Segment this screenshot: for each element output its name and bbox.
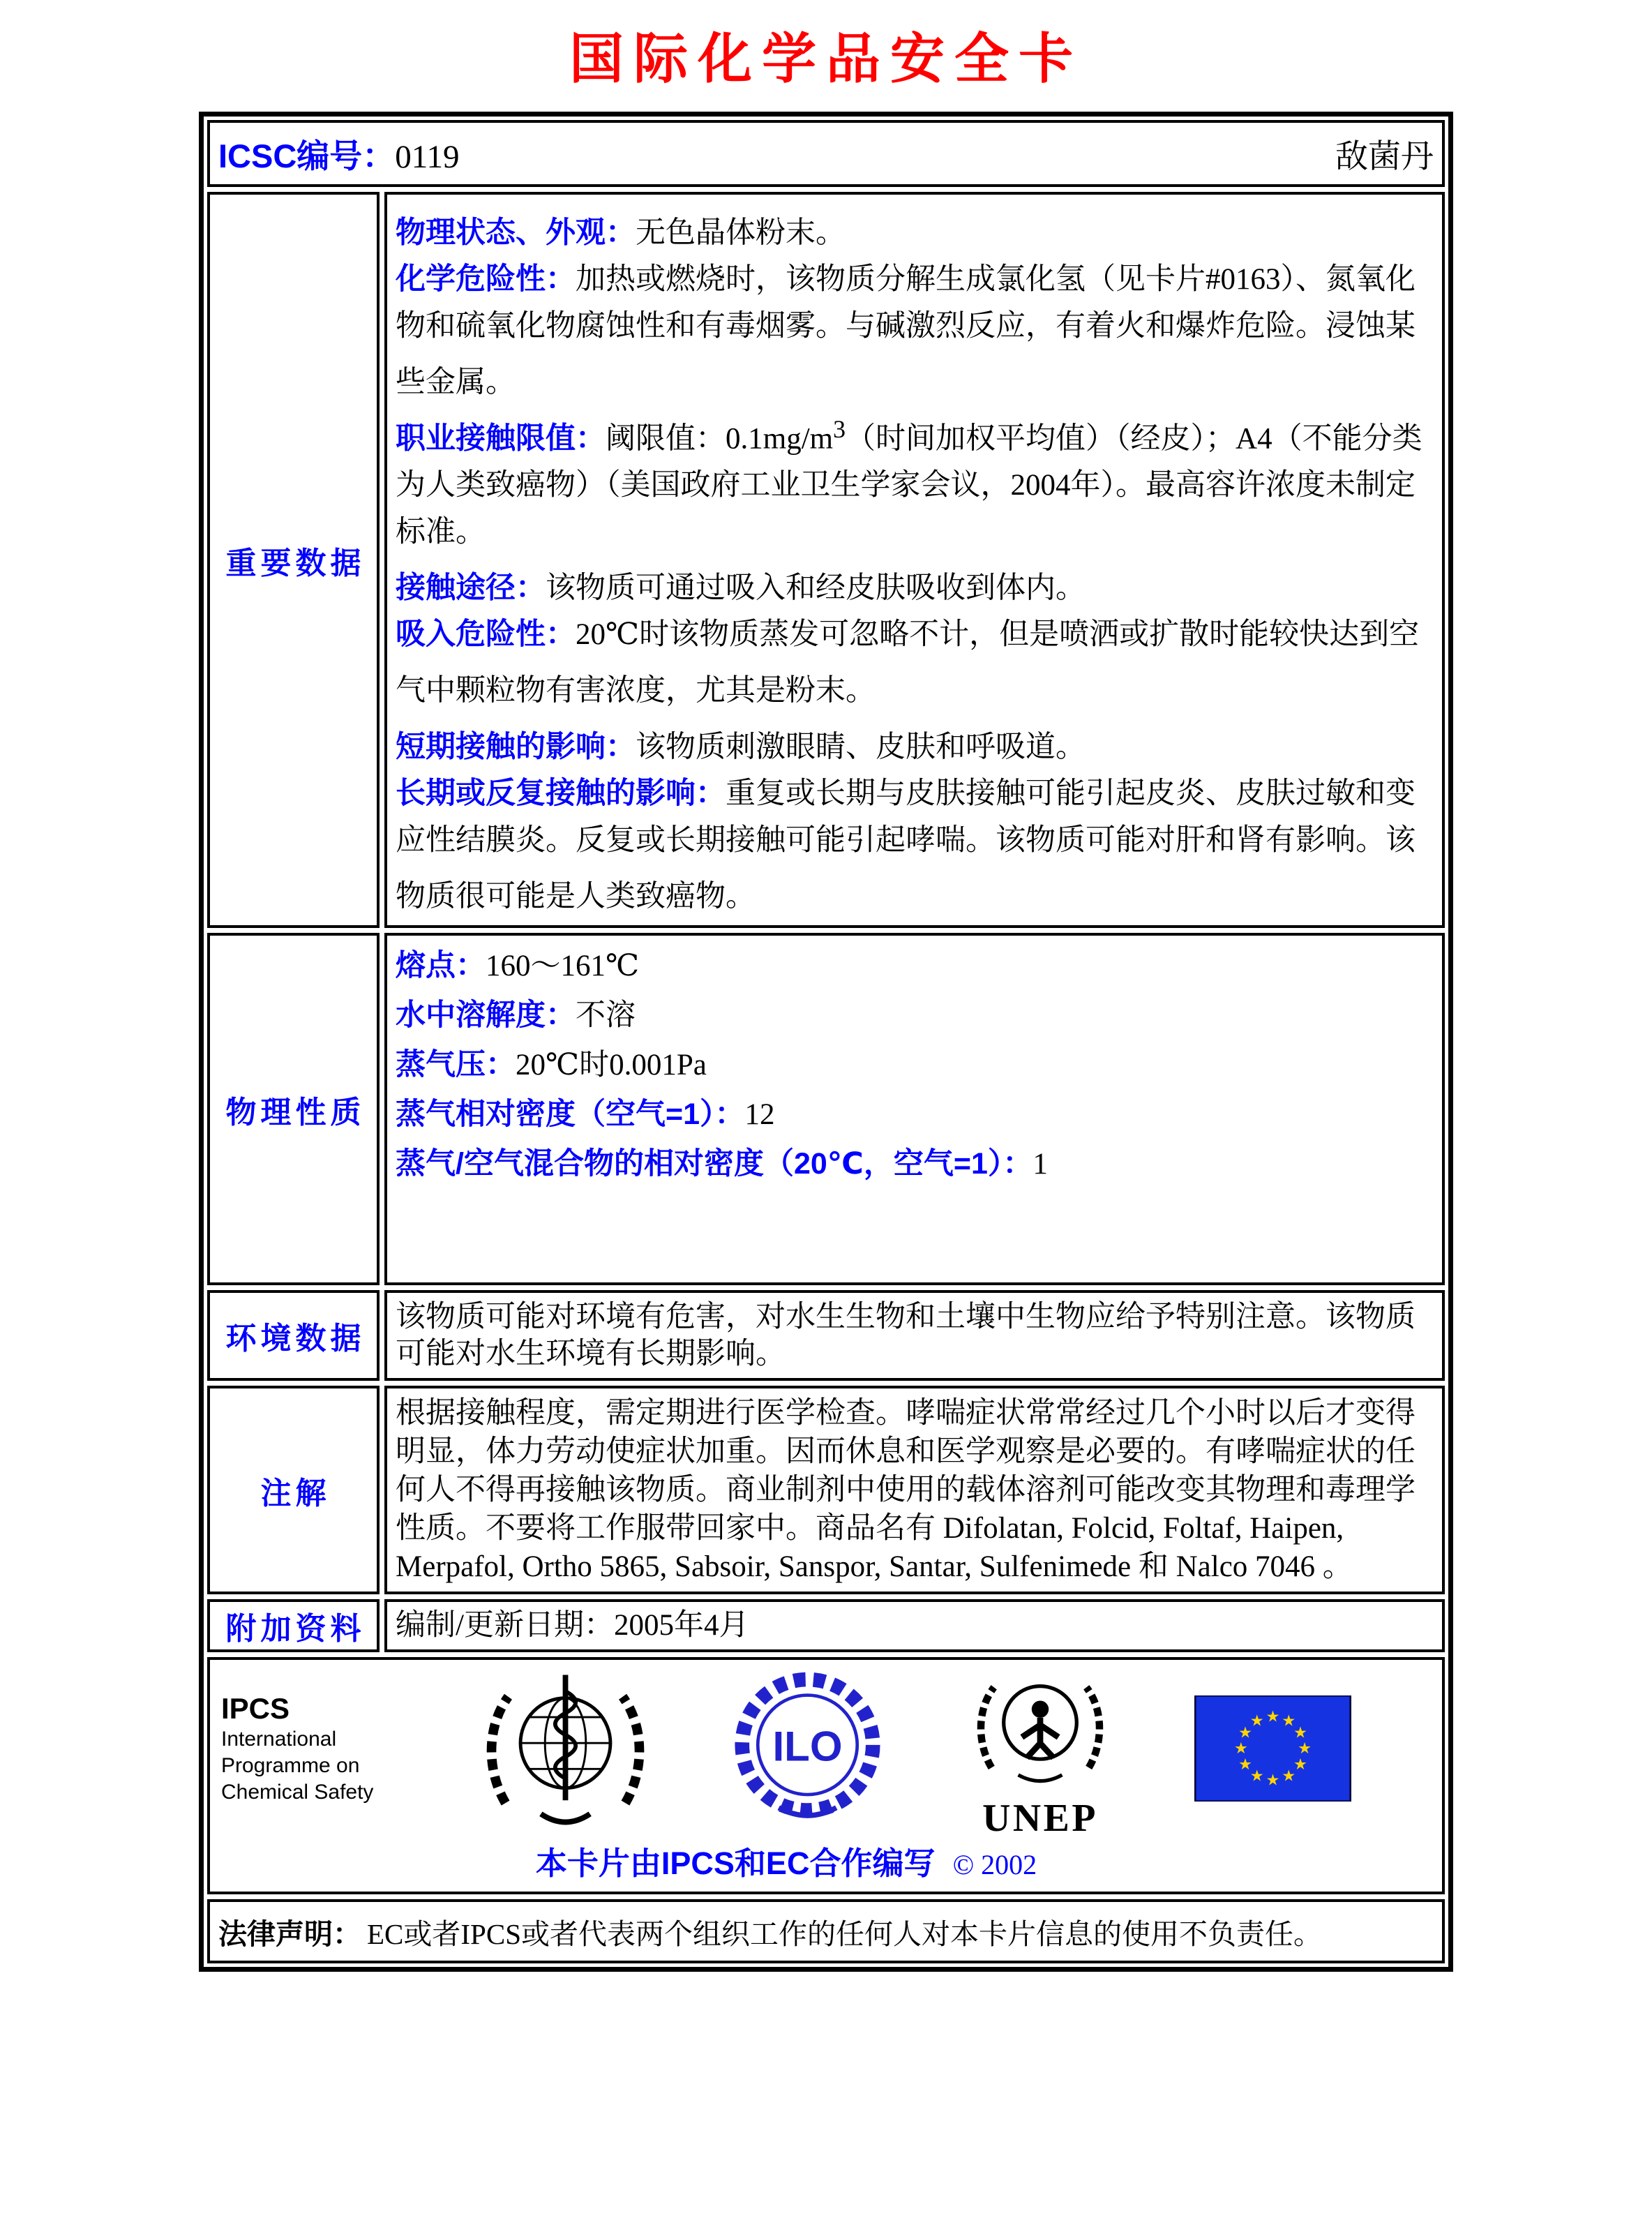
ilo-logo-icon [729, 1666, 886, 1830]
footer-copyright: © 2002 [952, 1849, 1037, 1881]
environmental-data-text: 该物质可能对环境有危害，对水生生物和土壤中生物应给予特别注意。该物质可能对水生环境有长期影响。 [396, 1301, 1416, 1371]
icsc-number [218, 130, 460, 177]
important-data-content [384, 192, 1445, 928]
who-logo-icon [483, 1661, 647, 1836]
legal-text: EC或者IPCS或者代表两个组织工作的任何人对本卡片信息的使用不负责任。 [367, 1917, 1322, 1950]
svg-text:★: ★ [1249, 1767, 1264, 1785]
important-item: 吸入危险性：20℃时该物质蒸发可忽略不计，但是喷洒或扩散时能较快达到空气中颗粒物有害浓度，尤其是粉末。 [396, 617, 1420, 707]
svg-text:★: ★ [1266, 1771, 1280, 1790]
row-label-environmental-data: 环境数据 [207, 1290, 380, 1381]
logos-cell [207, 1657, 1445, 1894]
section-row-notes [207, 1386, 1445, 1594]
legal-cell [207, 1899, 1445, 1963]
logo-strip [221, 1670, 1351, 1841]
notes-text: 根据接触程度，需定期进行医学检查。哮喘症状常常经过几个小时以后才变得明显，体力劳动使症状加重。因而休息和医学观察是必要的。有哮喘症状的任何人不得再接触该物质。商业制剂中使用的载体溶剂可能改变其物理和毒理学性质。不要将工作服带回家中。商品名有 Difolatan, Folcid, Foltaf, Haipen, Merpafol, Ortho 5865, Sabsoir, Sanspor, Santar, Sulfenimede 和 Nalco 7046 。 [396, 1397, 1416, 1584]
important-item: 化学危险性：加热或燃烧时，该物质分解生成氯化氢（见卡片#0163）、氮氧化物和硫氧化物腐蚀性和有毒烟雾。与碱激烈反应，有着火和爆炸危险。浸蚀某些金属。 [396, 262, 1416, 399]
svg-text:ILO: ILO [772, 1723, 842, 1770]
svg-text:★: ★ [1282, 1767, 1296, 1785]
physical-property: 蒸气压：20℃时0.001Pa [396, 1048, 707, 1082]
icsc-number-value: 0119 [395, 138, 460, 175]
unep-logo-icon [967, 1656, 1113, 1841]
physical-property: 水中溶解度：不溶 [396, 998, 636, 1033]
svg-text:★: ★ [1282, 1712, 1296, 1730]
physical-property: 熔点：160～161℃ [396, 949, 640, 983]
icsc-card-table [199, 112, 1453, 1972]
row-label-additional-information: 附加资料 [207, 1599, 380, 1652]
ipcs-text-block: IPCS International Programme on Chemical Safety [221, 1691, 403, 1806]
svg-text:UNEP: UNEP [982, 1797, 1098, 1841]
svg-text:★: ★ [1238, 1723, 1252, 1742]
chemical-name: 敌菌丹 [1335, 138, 1434, 175]
section-row-important-data [207, 192, 1445, 928]
important-item: 职业接触限值：阈限值：$0.1mg/m^3$（时间加权平均值）（经皮）；A4（不能分类为人类致癌物）（美国政府工业卫生学家会议，2004年）。最高容许浓度未制定标准。 [396, 414, 1422, 548]
header-row [207, 120, 1445, 187]
svg-text:★: ★ [1266, 1707, 1280, 1726]
logos-row [207, 1657, 1445, 1894]
important-item: 长期或反复接触的影响：重复或长期与皮肤接触可能引起皮炎、皮肤过敏和变应性结膜炎。反复或长期接触可能引起哮喘。该物质可能对肝和肾有影响。该物质很可能是人类致癌物。 [396, 776, 1416, 913]
physical-properties-content [384, 933, 1445, 1285]
physical-property: 蒸气/空气混合物的相对密度（20℃，空气=1）：1 [396, 1147, 1048, 1181]
svg-text:★: ★ [1293, 1755, 1308, 1774]
header-cell [207, 120, 1445, 187]
page-title: 国际化学品安全卡 [569, 29, 1083, 89]
environmental-data-content [384, 1290, 1445, 1381]
section-row-environmental-data [207, 1290, 1445, 1381]
svg-text:★: ★ [1298, 1739, 1312, 1758]
section-row-physical-properties [207, 933, 1445, 1285]
row-label-important-data: 重要数据 [207, 192, 380, 928]
eu-flag-icon [1194, 1695, 1351, 1802]
svg-text:★: ★ [1238, 1755, 1252, 1774]
svg-text:★: ★ [1233, 1739, 1248, 1758]
physical-property: 蒸气相对密度（空气=1）：12 [396, 1098, 775, 1132]
important-item: 接触途径：该物质可通过吸入和经皮肤吸收到体内。 [396, 571, 1086, 605]
important-item: 物理状态、外观：无色晶体粉末。 [396, 216, 846, 250]
row-label-physical-properties: 物理性质 [207, 933, 380, 1285]
footer-caption-text: 本卡片由IPCS和EC合作编写 [535, 1845, 936, 1882]
notes-content [384, 1386, 1445, 1594]
additional-information-text: 编制/更新日期：2005年4月 [396, 1609, 749, 1642]
section-row-additional-information [207, 1599, 1445, 1652]
svg-text:★: ★ [1293, 1723, 1308, 1742]
legal-label: 法律声明： [218, 1917, 361, 1950]
legal-row [207, 1899, 1445, 1963]
icsc-number-label: ICSC编号： [218, 137, 396, 174]
important-item: 短期接触的影响：该物质刺激眼睛、皮肤和呼吸道。 [396, 729, 1086, 763]
additional-information-content [384, 1599, 1445, 1652]
svg-text:★: ★ [1249, 1712, 1264, 1730]
ipcs-title: IPCS [221, 1691, 290, 1725]
footer-caption [221, 1838, 1351, 1883]
row-label-notes: 注解 [207, 1386, 380, 1594]
